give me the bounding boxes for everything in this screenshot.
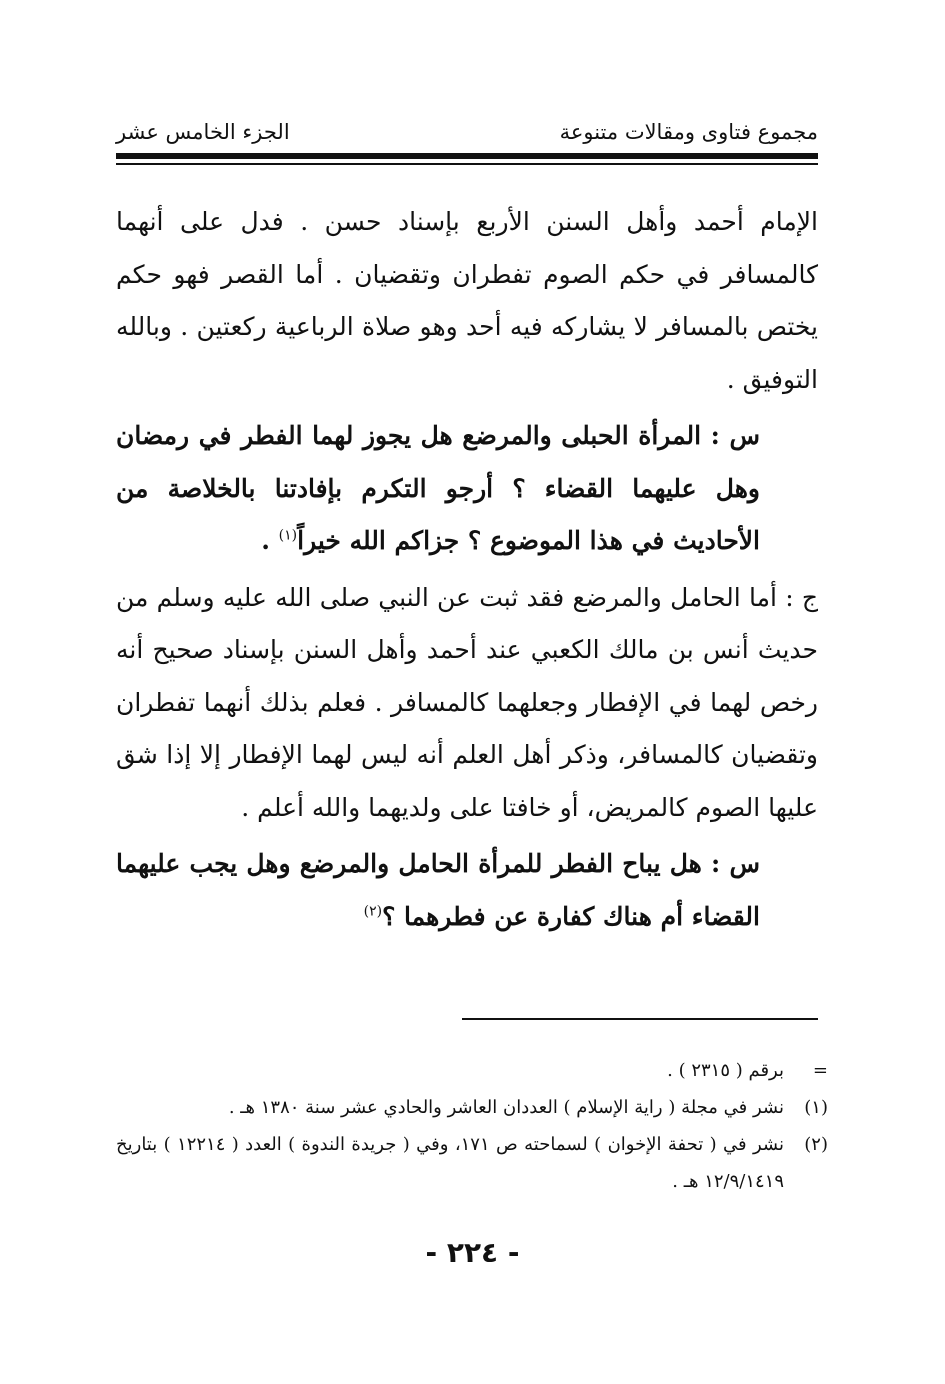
- footnotes: [116, 1052, 828, 1200]
- page-number: - ٢٢٤ -: [425, 1236, 520, 1269]
- book-title: مجموع فتاوى ومقالات متنوعة: [559, 120, 818, 144]
- question-1-end: .: [261, 526, 279, 555]
- footnote-marker: (١): [804, 1097, 828, 1118]
- question-marker: س :: [701, 421, 760, 450]
- footnote-1: [116, 1089, 828, 1126]
- answer-1-text: أما الحامل والمرضع فقد ثبت عن النبي صلى الله عليه وسلم من حديث أنس بن مالك الكعبي عند أحمد وأهل السنن بإسناد صحيح أنه رخص لهما في الإفطار وجعلهما كالمسافر . فعلم بذلك أنهما تفطران وتقضيان كالمسافر، وذكر أهل العلم أنه ليس لهما الإفطار إلا إذا شق عليها الصوم كالمريض، أو خافتا على ولديهما والله أعلم .: [116, 582, 818, 822]
- main-text: [116, 196, 818, 947]
- header-rule-thick: [116, 153, 818, 159]
- page-header: [116, 112, 818, 152]
- footnote-text: نشر في ( تحفة الإخوان ) لسماحته ص ١٧١، وفي ( جريدة الندوة ) العدد ( ١٢٢١٤ ) بتاريخ ١٢/٩/١٤١٩ هـ .: [116, 1134, 784, 1192]
- question-1: [116, 410, 760, 568]
- footnote-ref-2: (٢): [363, 903, 383, 920]
- answer-1: [116, 572, 818, 835]
- question-2: [116, 838, 760, 943]
- header-rule-thin: [116, 163, 818, 165]
- footnote-continuation: [116, 1052, 828, 1089]
- question-1-text: المرأة الحبلى والمرضع هل يجوز لهما الفطر في رمضان وهل عليهما القضاء ؟ أرجو التكرم بإفادتنا بالخلاصة من الأحاديث في هذا الموضوع ؟ جزاكم الله خيراً: [116, 421, 760, 555]
- footnote-ref-1: (١): [278, 527, 298, 544]
- question-2-text: هل يباح الفطر للمرأة الحامل والمرضع وهل يجب عليهما القضاء أم هناك كفارة عن فطرهما ؟: [116, 849, 760, 931]
- footnote-separator: [462, 1018, 818, 1020]
- footnote-marker: =: [812, 1060, 828, 1081]
- question-marker: س :: [701, 849, 760, 878]
- volume-label: الجزء الخامس عشر: [116, 120, 290, 144]
- footnote-text: نشر في مجلة ( راية الإسلام ) العددان العاشر والحادي عشر سنة ١٣٨٠ هـ .: [228, 1097, 784, 1118]
- paragraph-continued: الإمام أحمد وأهل السنن الأربع بإسناد حسن . فدل على أنهما كالمسافر في حكم الصوم تفطران وتقضيان . أما القصر فهو حكم يختص بالمسافر لا يشاركه فيه أحد وهو صلاة الرباعية ركعتين . وبالله التوفيق .: [116, 207, 818, 394]
- footnote-2: [116, 1126, 828, 1200]
- footnote-marker: (٢): [804, 1134, 828, 1155]
- answer-marker: ج :: [776, 582, 818, 612]
- footnote-text: برقم ( ٢٣١٥ ) .: [667, 1060, 784, 1081]
